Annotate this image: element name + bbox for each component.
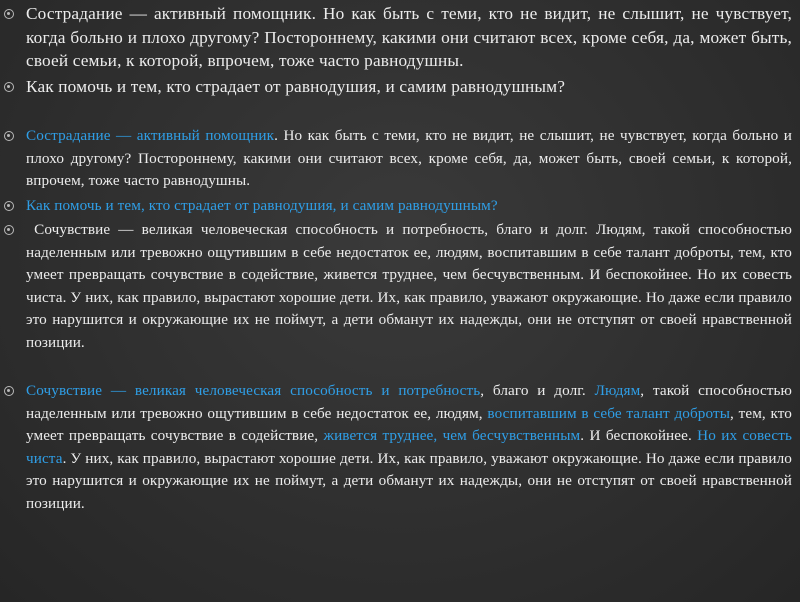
paragraph-question-highlighted: [26, 195, 792, 218]
paragraph-text: , благо и долг.: [480, 382, 595, 399]
circle-dot-icon: [4, 9, 14, 19]
paragraph-compassion-highlighted: [26, 125, 792, 193]
slide: [0, 2, 800, 602]
paragraph-compassion: [26, 2, 792, 73]
paragraph-sympathy: [26, 219, 796, 354]
bullet-list: [26, 2, 796, 515]
paragraph-text: Как помочь и тем, кто страдает от равнодушия, и самим равнодушным?: [26, 76, 566, 96]
circle-dot-icon: [4, 201, 14, 211]
highlight-text: воспитавшим в себе талант доброты: [487, 404, 731, 422]
paragraph-text: Сочувствие — великая человеческая способность и потребность, благо и долг. Людям, такой способностью наделенным или тревожно ощутившим в себе недостаток ее, людям, воспитавшим в себе талант доброты, тем, кто умеет превращать сочувствие в содействие, живется труднее, чем бесчувственным. И беспокойнее. Но их совесть чиста. У них, как правило, вырастают хорошие дети. Их, как правило, уважают окружающие. Но даже если правило это нарушится и окружающие их не поймут, а дети обманут их надежды, они не отступят от своей нравственной позиции.: [26, 221, 796, 351]
circle-dot-icon: [4, 386, 14, 396]
highlight-text: Людям: [594, 382, 641, 399]
paragraph-text: . Но как быть с теми, кто не видит, не слышит, не чувствует, когда больно и плохо другому? Постороннему, какими они считают всех, кроме себя, да, может быть, своей семьи, к которой, впрочем, тоже часто равнодушны.: [26, 127, 792, 189]
paragraph-text: Сострадание — активный помощник. Но как быть с теми, кто не видит, не слышит, не чувствует, когда больно и плохо другому? Постороннему, какими они считают всех, кроме себя, да, может быть, своей семьи, к которой, впрочем, тоже часто равнодушны.: [26, 4, 792, 70]
highlight-text: Как помочь и тем, кто страдает от равнодушия, и самим равнодушным?: [26, 196, 498, 214]
paragraph-question: [26, 75, 792, 99]
highlight-text: живется труднее, чем бесчувственным: [323, 427, 581, 444]
paragraph-text: , такой способностью наделенным или тревожно ощутившим в себе недостаток ее, людям,: [26, 382, 792, 422]
circle-dot-icon: [4, 225, 14, 235]
paragraph-text: . И беспокойнее.: [580, 427, 698, 444]
paragraph-text: . У них, как правило, вырастают хорошие дети. Их, как правило, уважают окружающие. Но даже если правило это нарушится и окружающие их не поймут, а дети обманут их надежды, они не отступят от своей нравственной позиции.: [26, 449, 792, 512]
highlight-text: Но их совесть чиста: [26, 427, 793, 467]
circle-dot-icon: [4, 82, 14, 92]
highlight-text: Сочувствие — великая человеческая способность и потребность: [26, 382, 481, 399]
paragraph-text: , тем, кто умеет превращать сочувствие в содействие,: [26, 404, 792, 444]
circle-dot-icon: [4, 131, 14, 141]
highlight-text: Сострадание — активный помощник: [26, 127, 275, 144]
paragraph-sympathy-highlighted: [26, 380, 792, 515]
